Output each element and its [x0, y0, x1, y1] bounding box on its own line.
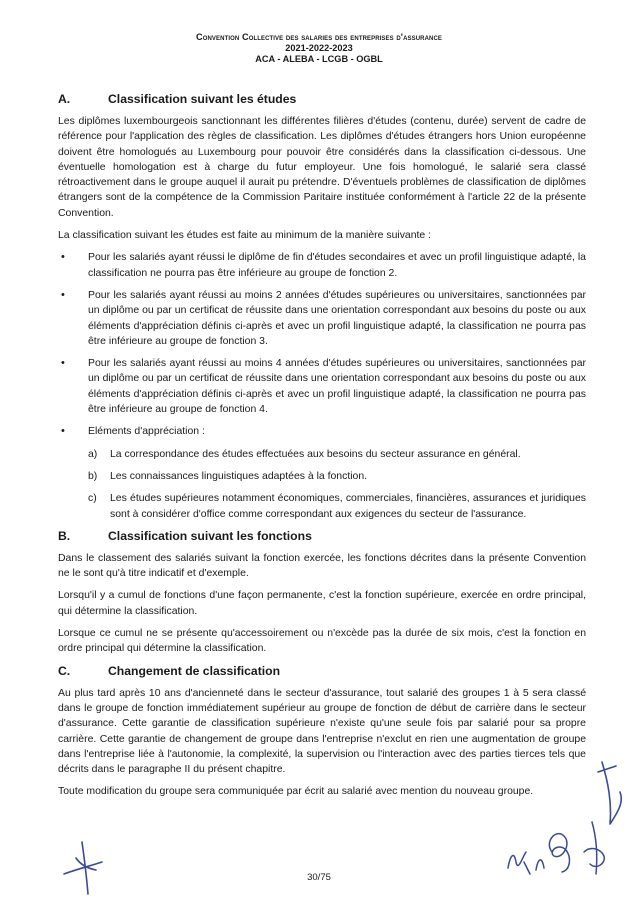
sub-item-label: c) [88, 493, 97, 505]
bullet-item: • Pour les salariés ayant réussi au moins 2 années d'études supérieures ou universitaires, sanctionnées par un diplôme ou par un certificat de réussite dans une orientation correspondant aux besoins du poste ou aux éléments d'appréciation définis ci-après et avec un profil linguistique adapté, la classification ne pourra pas être inférieure au groupe de fonction 3. [58, 288, 586, 349]
bullet-item: • Pour les salariés ayant réussi le diplôme de fin d'études secondaires et avec un profil linguistique adapté, la classification ne pourra pas être inférieure au groupe de fonction 2. [58, 250, 586, 281]
section-a-paragraph-1: Les diplômes luxembourgeois sanctionnant les différentes filières d'études (contenu, durée) servent de cadre de référence pour l'application des règles de classification. Les diplômes d'études étrangers hors Union européenne doivent être homologués au Luxembourg pour pouvoir être considérés dans la classification ci-dessous. Une éventuelle homologation est à charge du futur employeur. Une fois homologué, le salarié sera classé rétroactivement dans le groupe auquel il aurait pu prétendre. D'éventuels problèmes de classification de diplômes étrangers sont de la compétence de la Commission Paritaire instituée conformément à l'article 22 de la présente Convention. [58, 116, 586, 219]
sub-item-label: a) [88, 448, 98, 460]
bullet-item: • Pour les salariés ayant réussi au moins 4 années d'études supérieures ou universitaires, sanctionnées par un diplôme ou par un certificat de réussite dans une orientation correspondant aux besoins du poste ou aux éléments d'appréciation définis ci-après et avec un profil linguistique adapté, la classification ne pourra pas être inférieure au groupe de fonction 4. [58, 356, 586, 417]
document-body [58, 92, 586, 807]
page-number: 30/75 [307, 872, 331, 883]
section-b-title: Classification suivant les fonctions [108, 528, 312, 543]
section-a-paragraph-2: La classification suivant les études est faite au minimum de la manière suivante : [58, 230, 432, 242]
section-c-heading [58, 664, 586, 679]
section-b-paragraph-1: Dans le classement des salariés suivant la fonction exercée, les fonctions décrites dans la présente Convention ne le sont qu'à titre indicatif et d'exemple. [58, 552, 586, 580]
sub-item-text: Les études supérieures notamment économiques, commerciales, financières, assurances et juridiques sont à considérer d'office comme correspondant aux exigences du secteur de l'assurance. [110, 493, 586, 520]
section-b-paragraph-2: Lorsqu'il y a cumul de fonctions d'une façon permanente, c'est la fonction supérieure, exercée en ordre principal, qui détermine la classification. [58, 590, 586, 617]
sub-item-b [88, 469, 586, 484]
section-a-letter: A. [58, 92, 71, 106]
document-header [0, 32, 638, 65]
section-b-paragraph-3: Lorsque ce cumul ne se présente qu'accessoirement ou n'excède pas la durée de six mois, c'est la fonction en ordre principal qui détermine la classification. [58, 628, 586, 655]
elements-label: Eléments d'appréciation : [88, 426, 205, 438]
header-title: Convention Collective des salaries des entreprises d'assurance [196, 32, 442, 42]
section-b-heading [58, 529, 586, 544]
header-parties: ACA - ALEBA - LCGB - OGBL [255, 54, 383, 64]
sub-item-label: b) [88, 470, 98, 482]
sub-item-text: Les connaissances linguistiques adaptées à la fonction. [110, 470, 368, 482]
bullet-item-elements [58, 424, 586, 521]
sub-item-c [88, 491, 586, 522]
section-a-heading [58, 92, 586, 107]
sub-item-text: La correspondance des études effectuées aux besoins du secteur assurance en général. [110, 448, 521, 460]
section-c-title: Changement de classification [108, 663, 281, 678]
signature-initials-left [52, 838, 112, 898]
sub-item-a [88, 447, 586, 462]
section-c-letter: C. [58, 663, 71, 678]
section-b-letter: B. [58, 528, 71, 543]
elements-sub-list [88, 447, 586, 522]
section-a-bullet-list [58, 250, 586, 521]
section-a-title: Classification suivant les études [108, 92, 297, 106]
header-years: 2021-2022-2023 [285, 43, 353, 53]
section-c-paragraph-2: Toute modification du groupe sera communiquée par écrit au salarié avec mention du nouveau groupe. [58, 786, 534, 798]
section-c-paragraph-1: Au plus tard après 10 ans d'ancienneté dans le secteur d'assurance, tout salarié des groupes 1 à 5 sera classé dans le groupe de fonction immédiatement supérieur au groupe de fonction de début de carrière dans le secteur d'assurance. Cette garantie de classification supérieure n'existe qu'une seule fois par salarié pour sa propre carrière. Cette garantie de changement de groupe dans l'entreprise n'exclut en rien une augmentation de groupe dans l'entreprise liée à l'autonomie, la complexité, la supervision ou l'interaction avec des parties tierces tels que décrits dans le paragraphe II du présent chapitre. [58, 687, 586, 776]
